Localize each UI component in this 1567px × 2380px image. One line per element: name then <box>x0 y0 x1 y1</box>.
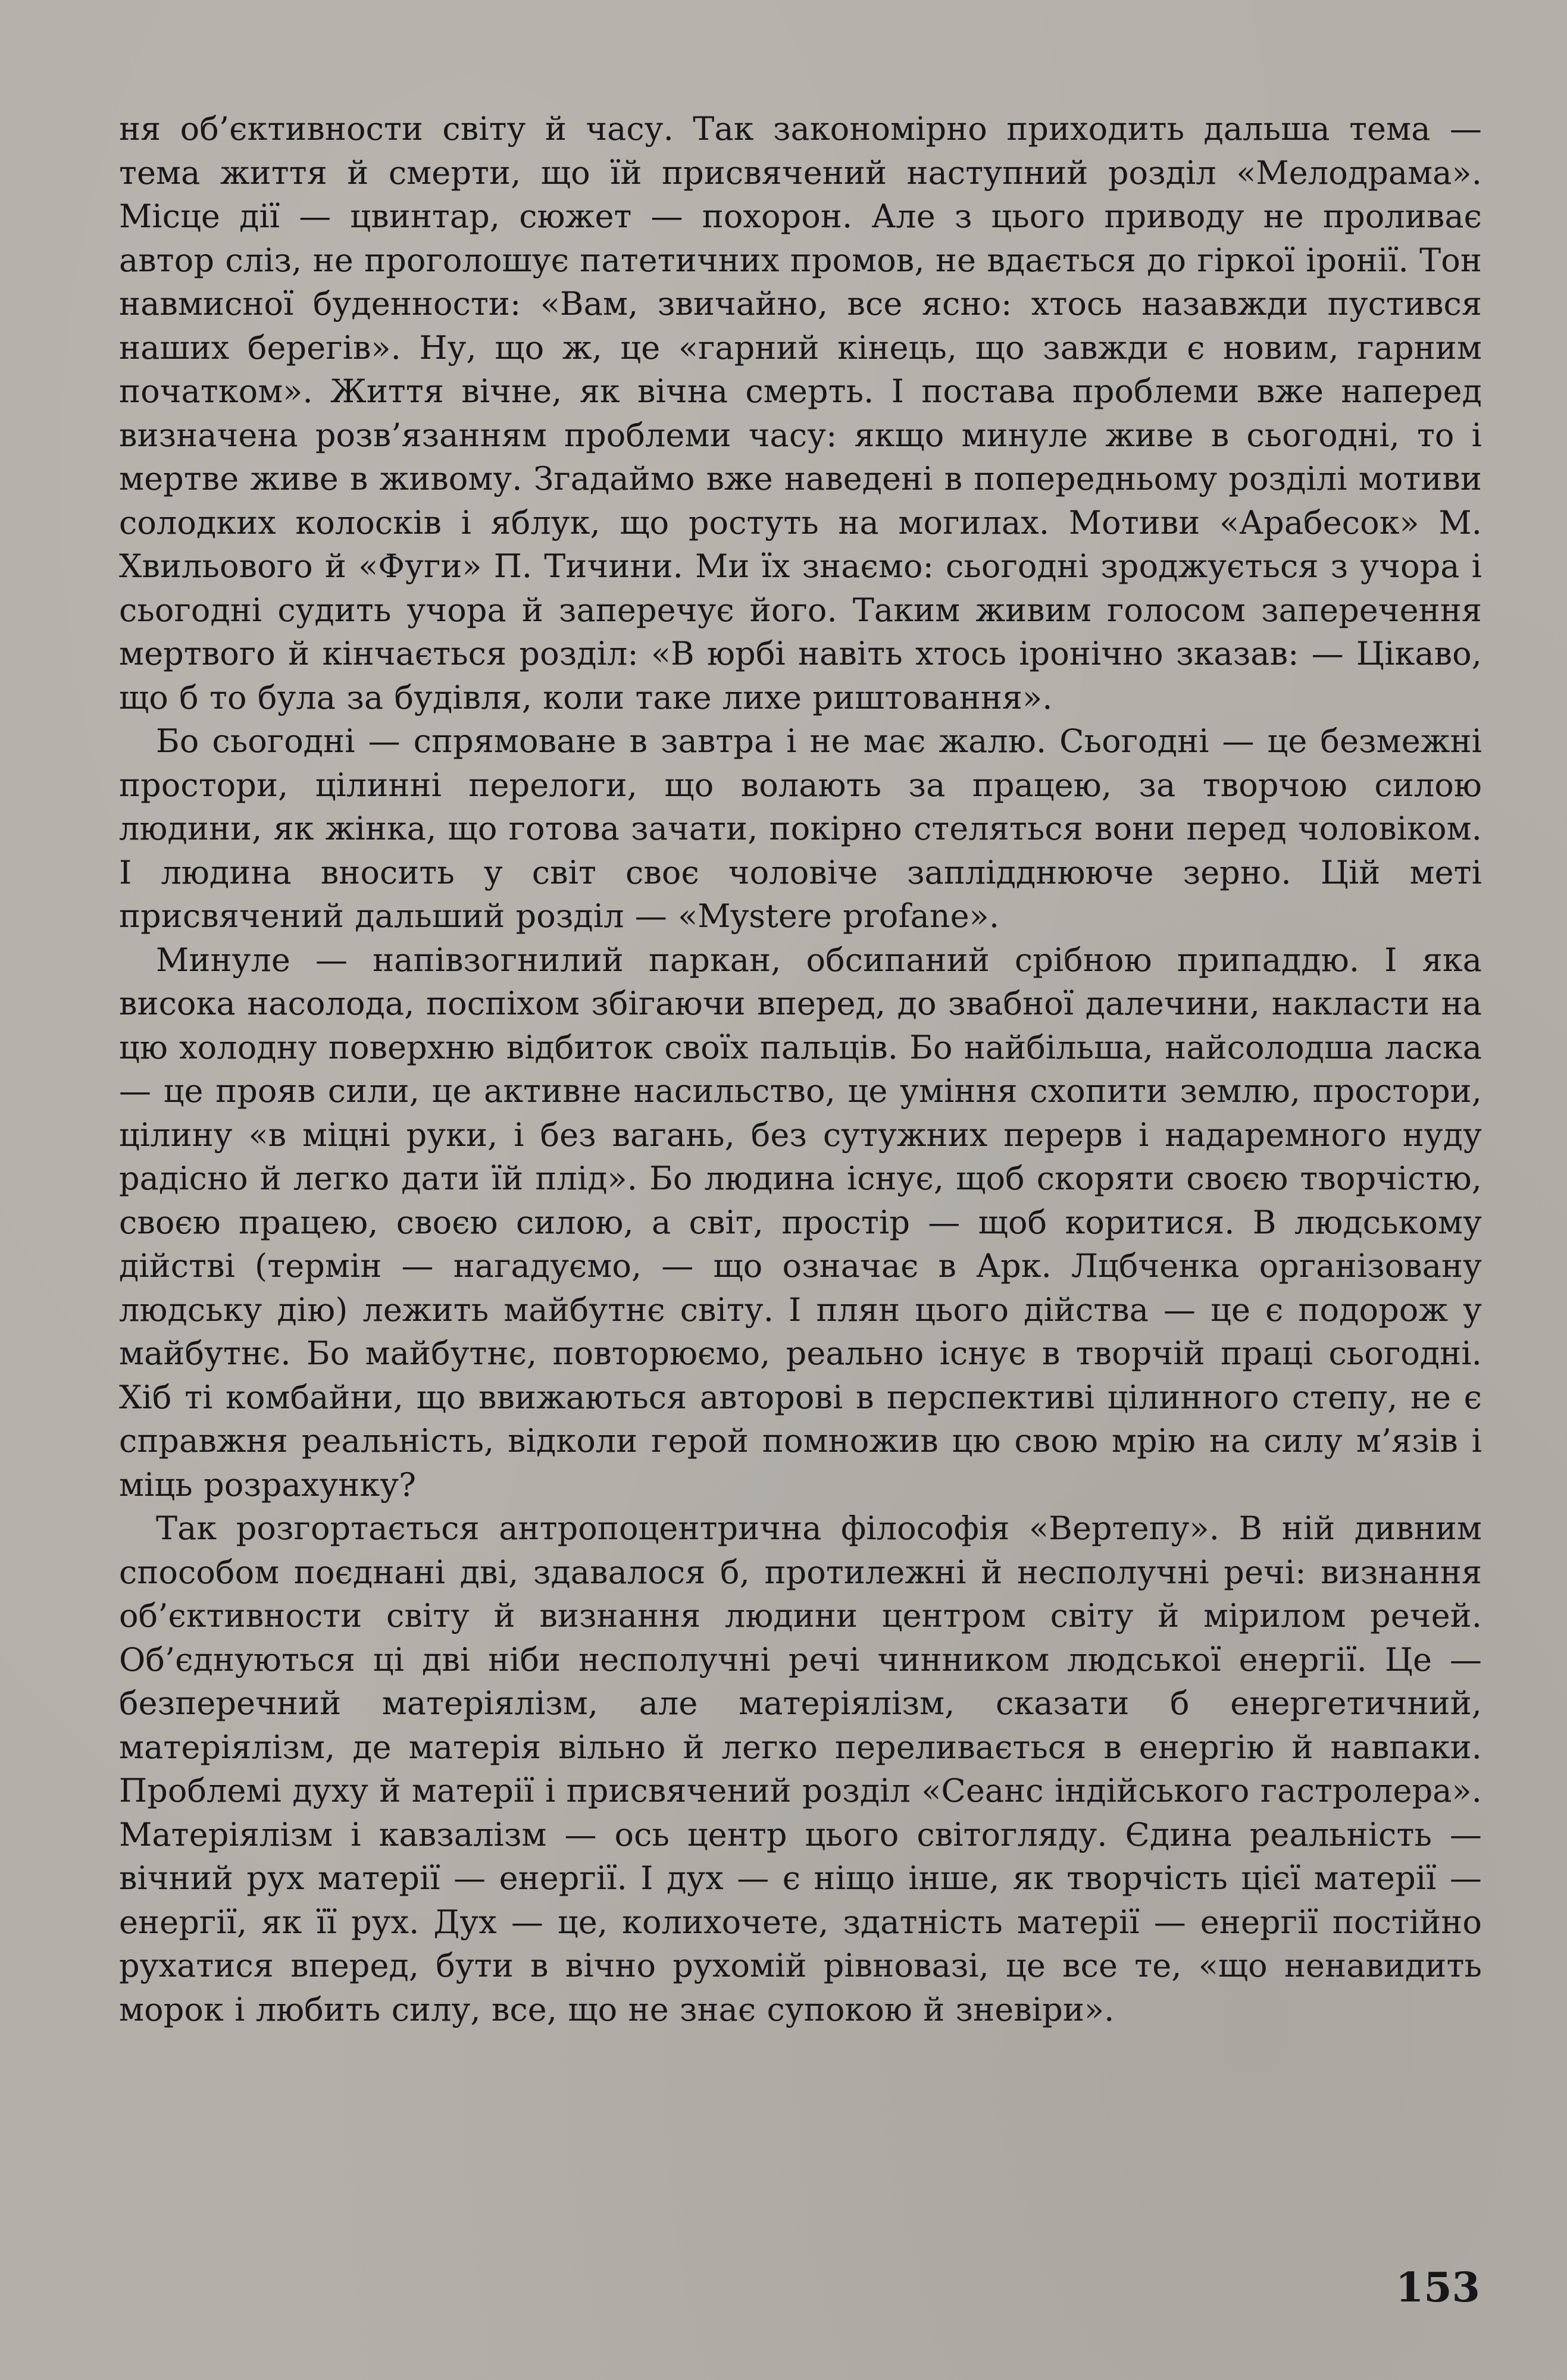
paragraph-4: Так розгортається антропоцентрична філософія «Вертепу». В ній дивним способом поєднані дві, здавалося б, протилежні й несполучні речі: визнання об’єктивности світу й визнання людини центром світу й мірилом речей. Об’єднуються ці дві ніби несполучні речі чинником людської енергії. Це — безперечний матеріялізм, але матеріялізм, сказати б енергетичний, матеріялізм, де матерія вільно й легко переливається в енергію й навпаки. Проблемі духу й матерії і присвячений розділ «Сеанс індійського гастролера». Матеріялізм і кавзалізм — ось центр цього світогляду. Єдина реальність — вічний рух матерії — енергії. І дух — є ніщо інше, як творчість цієї матерії — енергії, як її рух. Дух — це, колихочете, здатність матерії — енергії постійно рухатися вперед, бути в вічно рухомій рівновазі, це все те, «що ненавидить морок і любить силу, все, що не знає супокою й зневіри». <box>119 1510 1482 2028</box>
paragraph-2: Бо сьогодні — спрямоване в завтра і не має жалю. Сьогодні — це безмежні простори, цілинні перелоги, що волають за працею, за творчою силою людини, як жінка, що готова зачати, покірно стеляться вони перед чоловіком. І людина вносить у світ своє чоловіче заплідднююче зерно. Цій меті присвячений дальший розділ — «Mystere profane». <box>119 722 1482 935</box>
page-number: 153 <box>1396 2264 1480 2312</box>
paragraph-3: Минуле — напівзогнилий паркан, обсипаний срібною припаддю. І яка висока насолода, поспіхом збігаючи вперед, до звабної далечини, накласти на цю холодну поверхню відбиток своїх пальців. Бо найбільша, найсолодша ласка — це прояв сили, це активне насильство, це уміння схопити землю, простори, цілину «в міцні руки, і без вагань, без сутужних перерв і надаремного нуду радісно й легко дати їй плід». Бо людина існує, щоб скоряти своєю творчістю, своєю працею, своєю силою, а світ, простір — щоб коритися. В людському дійстві (термін — нагадуємо, — що означає в Арк. Лцбченка організовану людську дію) лежить майбутнє світу. І плян цього дійства — це є подорож у майбутнє. Бо майбутнє, повторюємо, реально існує в творчій праці сьогодні. Хіб ті комбайни, що ввижаються авторові в перспективі цілинного степу, не є справжня реальність, відколи герой помножив цю свою мрію на силу м’язів і міць розрахунку? <box>119 941 1482 1504</box>
body-text <box>119 107 1482 2031</box>
book-page <box>119 107 1482 2309</box>
paragraph-1: ня об’єктивности світу й часу. Так закономірно приходить дальша тема — тема життя й смерти, що їй присвячений наступний розділ «Мелодрама». Місце дії — цвинтар, сюжет — похорон. Але з цього приводу не проливає автор сліз, не проголошує патетичних промов, не вдається до гіркої іронії. Тон навмисної буденности: «Вам, звичайно, все ясно: хтось назавжди пустився наших берегів». Ну, що ж, це «гарний кінець, що завжди є новим, гарним початком». Життя вічне, як вічна смерть. І постава проблеми вже наперед визначена розв’язанням проблеми часу: якщо минуле живе в сьогодні, то і мертве живе в живому. Згадаймо вже наведені в попередньому розділі мотиви солодких колосків і яблук, що ростуть на могилах. Мотиви «Арабесок» М. Хвильового й «Фуги» П. Тичини. Ми їх знаємо: сьогодні зроджується з учора і сьогодні судить учора й заперечує його. Таким живим голосом заперечення мертвого й кінчається розділ: «В юрбі навіть хтось іронічно зказав: — Цікаво, що б то була за будівля, коли таке лихе риштовання». <box>119 110 1482 716</box>
